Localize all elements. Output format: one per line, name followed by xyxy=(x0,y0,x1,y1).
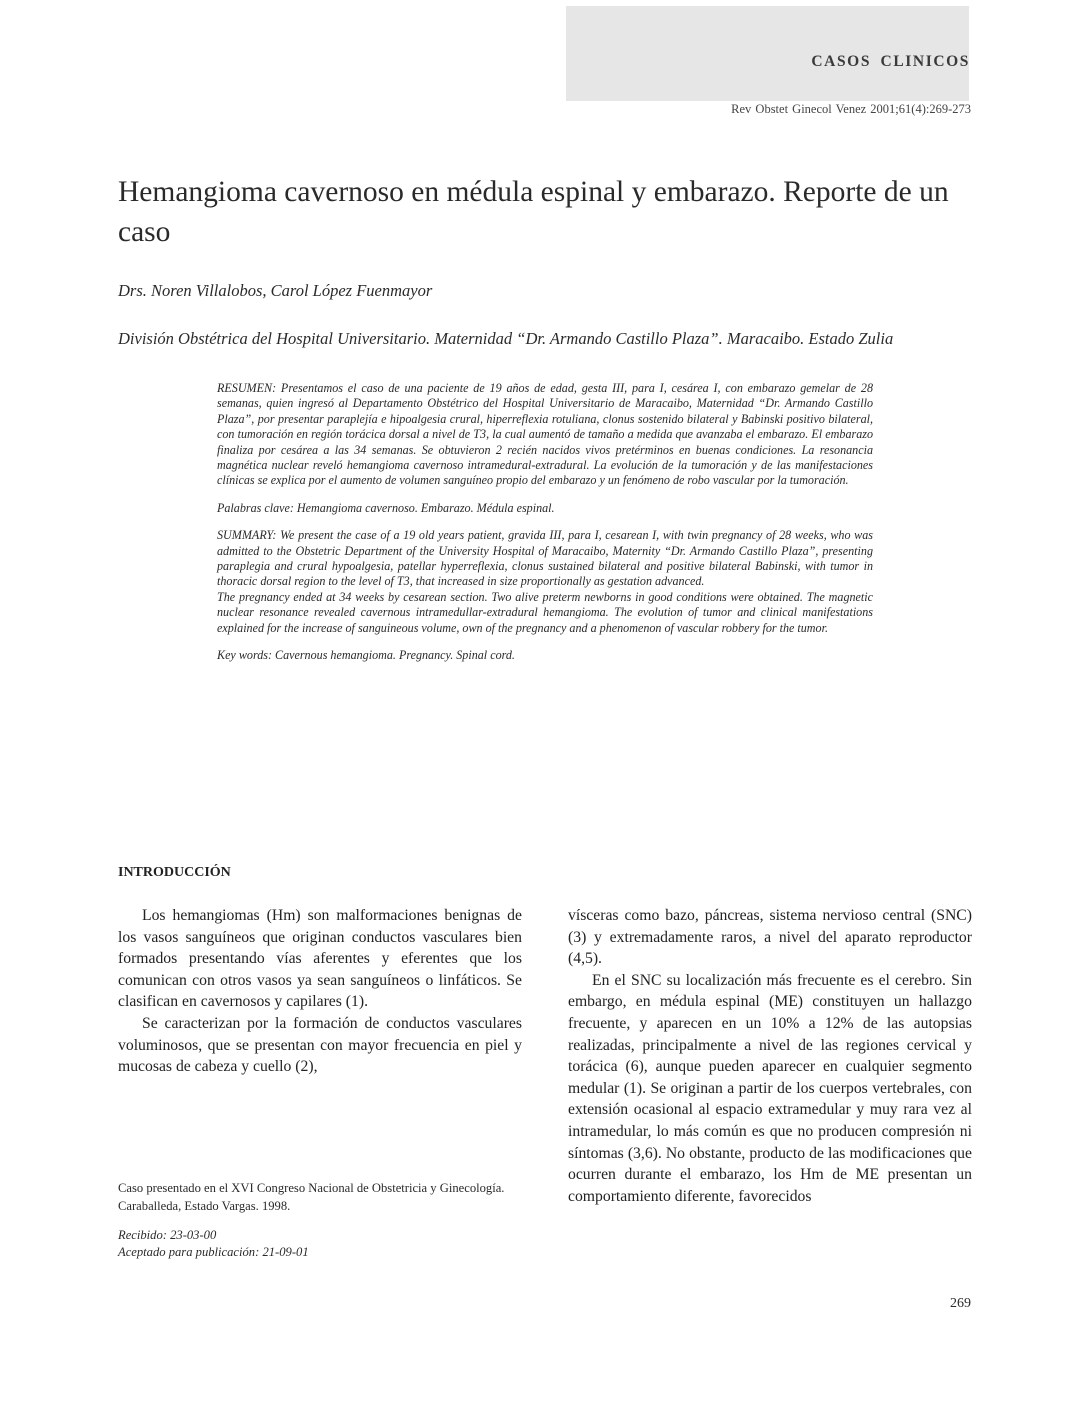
body-paragraph: Se caracterizan por la formación de conductos vasculares voluminosos, que se presentan con mayor frecuencia en piel y mucosas de cabeza y cuello (2), xyxy=(118,1014,522,1076)
body-column-left xyxy=(118,905,522,1078)
received-date: Recibido: 23-03-00 xyxy=(118,1228,217,1242)
summary-paragraph: SUMMARY: We present the case of a 19 old years patient, gravida III, para I, cesarean I, with twin pregnancy of 28 weeks, who was admitted to the Obstetric Department of the University Hospital of Maracaibo, Maternity “Dr. Armando Castillo Plaza”, presenting paraplegia and crural hypoalgesia, patellar hyperreflexia, clonus sustained bilateral and positive bilateral Babinski, with tumor in thoracic dorsal region to the level of T3, that increased in size proportionally as gestation advanced. xyxy=(217,528,873,589)
article-affiliation: División Obstétrica del Hospital Universitario. Maternidad “Dr. Armando Castillo Plaza”. Maracaibo. Estado Zulia xyxy=(118,329,894,348)
conference-footnote xyxy=(118,1180,522,1215)
summary-paragraph-continued: The pregnancy ended at 34 weeks by cesarean section. Two alive preterm newborns in good conditions were obtained. The magnetic nuclear resonance revealed cavernous intramedullar-extradural hemangioma. The evolution of tumor and clinical manifestations explained for the increase of sanguineous volume, own of the pregnancy and a phenomenon of vascular robbery for the tumor. xyxy=(217,589,873,635)
abstract-block xyxy=(217,381,873,676)
page-number: 269 xyxy=(950,1296,971,1311)
footnote-text: Caso presentado en el XVI Congreso Nacional de Obstetricia y Ginecología. Caraballeda, Estado Vargas. 1998. xyxy=(118,1181,505,1213)
body-paragraph: En el SNC su localización más frecuente es el cerebro. Sin embargo, en médula espinal (ME) constituyen un hallazgo frecuente, y aparecen en un 10% a 12% de las autopsias realizadas, principalmente a nivel de las regiones cervical y torácica (6), aunque pueden aparecer en cualquier segmento medular (1). Se originan a partir de los cuerpos vertebrales, con extensión ocasional al espacio extramedular y muy rara vez al intramedular, lo más común es que no producen compresión ni síntomas (3,6). No obstante, producto de las modificaciones que ocurren durante el embarazo, los Hm de ME presentan un comportamiento diferente, favorecidos xyxy=(568,971,972,1205)
palabras-clave: Palabras clave: Hemangioma cavernoso. Embarazo. Médula espinal. xyxy=(217,500,555,515)
body-column-right xyxy=(568,905,972,1207)
body-paragraph: vísceras como bazo, páncreas, sistema nervioso central (SNC) (3) y extremadamente raros, a nivel del aparato reproductor (4,5). xyxy=(568,907,972,968)
key-words: Key words: Cavernous hemangioma. Pregnancy. Spinal cord. xyxy=(217,648,515,663)
resumen-paragraph: RESUMEN: Presentamos el caso de una paciente de 19 años de edad, gesta III, para I, cesárea I, con embarazo gemelar de 28 semanas, quien ingresó al Departamento Obstétrico del Hospital Universitario de Maracaibo, Maternidad “Dr. Armando Castillo Plaza”, por presentar paraplejía e hipoalgesia crural, hiperreflexia rotuliana, clonus sostenido bilateral y Babinski positivo bilateral, con tumoración en región torácica dorsal a nivel de T3, la cual aumentó de tamaño a medida que avanzaba el embarazo. El embarazo finaliza por cesárea a las 34 semanas. Se obtuvieron 2 recién nacidos vivos pretérminos en buenas condiciones. La resonancia magnética nuclear reveló hemangioma cavernoso intramedural-extradural. La evolución de la tumoración y de las manifestaciones clínicas se explica por el aumento de volumen sanguíneo propio del embarazo y un fenómeno de robo vascular por la tumoración. xyxy=(217,381,873,488)
submission-dates xyxy=(118,1227,309,1261)
accepted-date: Aceptado para publicación: 21-09-01 xyxy=(118,1245,309,1259)
article-authors: Drs. Noren Villalobos, Carol López Fuenmayor xyxy=(118,281,433,300)
introduction-heading: INTRODUCCIÓN xyxy=(118,865,231,880)
journal-citation: Rev Obstet Ginecol Venez 2001;61(4):269-273 xyxy=(731,102,971,116)
body-paragraph: Los hemangiomas (Hm) son malformaciones benignas de los vasos sanguíneos que originan conductos vasculares bien formados presentando vías aferentes y eferentes que los comunican con otros vasos ya sean sanguíneos o linfáticos. Se clasifican en cavernosos y capilares (1). xyxy=(118,907,522,1011)
article-title: Hemangioma cavernoso en médula espinal y embarazo. Reporte de un caso xyxy=(118,176,949,248)
section-label: CASOS CLINICOS xyxy=(811,53,970,70)
